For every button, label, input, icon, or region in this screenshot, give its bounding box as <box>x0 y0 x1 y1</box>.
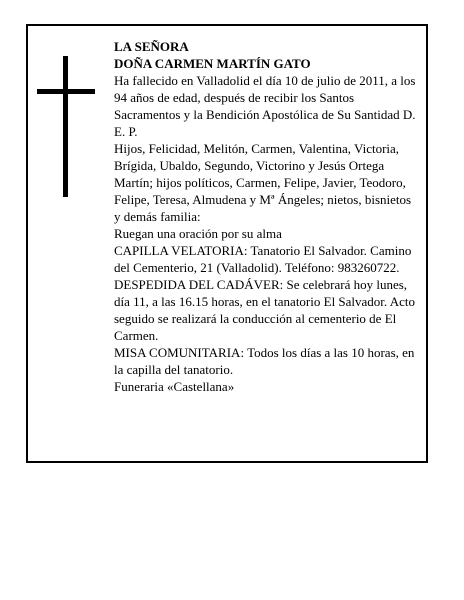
prayer-request: Ruegan una oración por su alma <box>114 226 282 241</box>
chapel-info: CAPILLA VELATORIA: Tanatorio El Salvador. Camino del Cementerio, 21 (Valladolid). Teléfono: 983260722. <box>114 243 412 275</box>
family-list: Hijos, Felicidad, Melitón, Carmen, Valentina, Victoria, Brígida, Ubaldo, Segundo, Victorino y Jesús Ortega Martín; hijos políticos, Carmen, Felipe, Javier, Teodoro, Felipe, Teresa, Almudena y Mª Ángeles; nietos, bisnietos y demás familia: <box>114 141 412 224</box>
mass-info: MISA COMUNITARIA: Todos los días a las 10 horas, en la capilla del tanatorio. <box>114 345 415 377</box>
obituary-text <box>114 38 419 395</box>
notice-title: LA SEÑORA <box>114 39 189 54</box>
cross-horizontal-bar <box>37 89 95 94</box>
latin-cross-icon <box>37 56 95 197</box>
death-announcement: Ha fallecido en Valladolid el día 10 de julio de 2011, a los 94 años de edad, después de recibir los Santos Sacramentos y la Bendición Apostólica de Su Santidad D. E. P. <box>114 73 416 139</box>
farewell-info: DESPEDIDA DEL CADÁVER: Se celebrará hoy lunes, día 11, a las 16.15 horas, en el tanatorio El Salvador. Acto seguido se realizará la conducción al cementerio de El Carmen. <box>114 277 415 343</box>
funeral-home: Funeraria «Castellana» <box>114 379 235 394</box>
deceased-name: DOÑA CARMEN MARTÍN GATO <box>114 56 311 71</box>
cross-vertical-bar <box>63 56 68 197</box>
